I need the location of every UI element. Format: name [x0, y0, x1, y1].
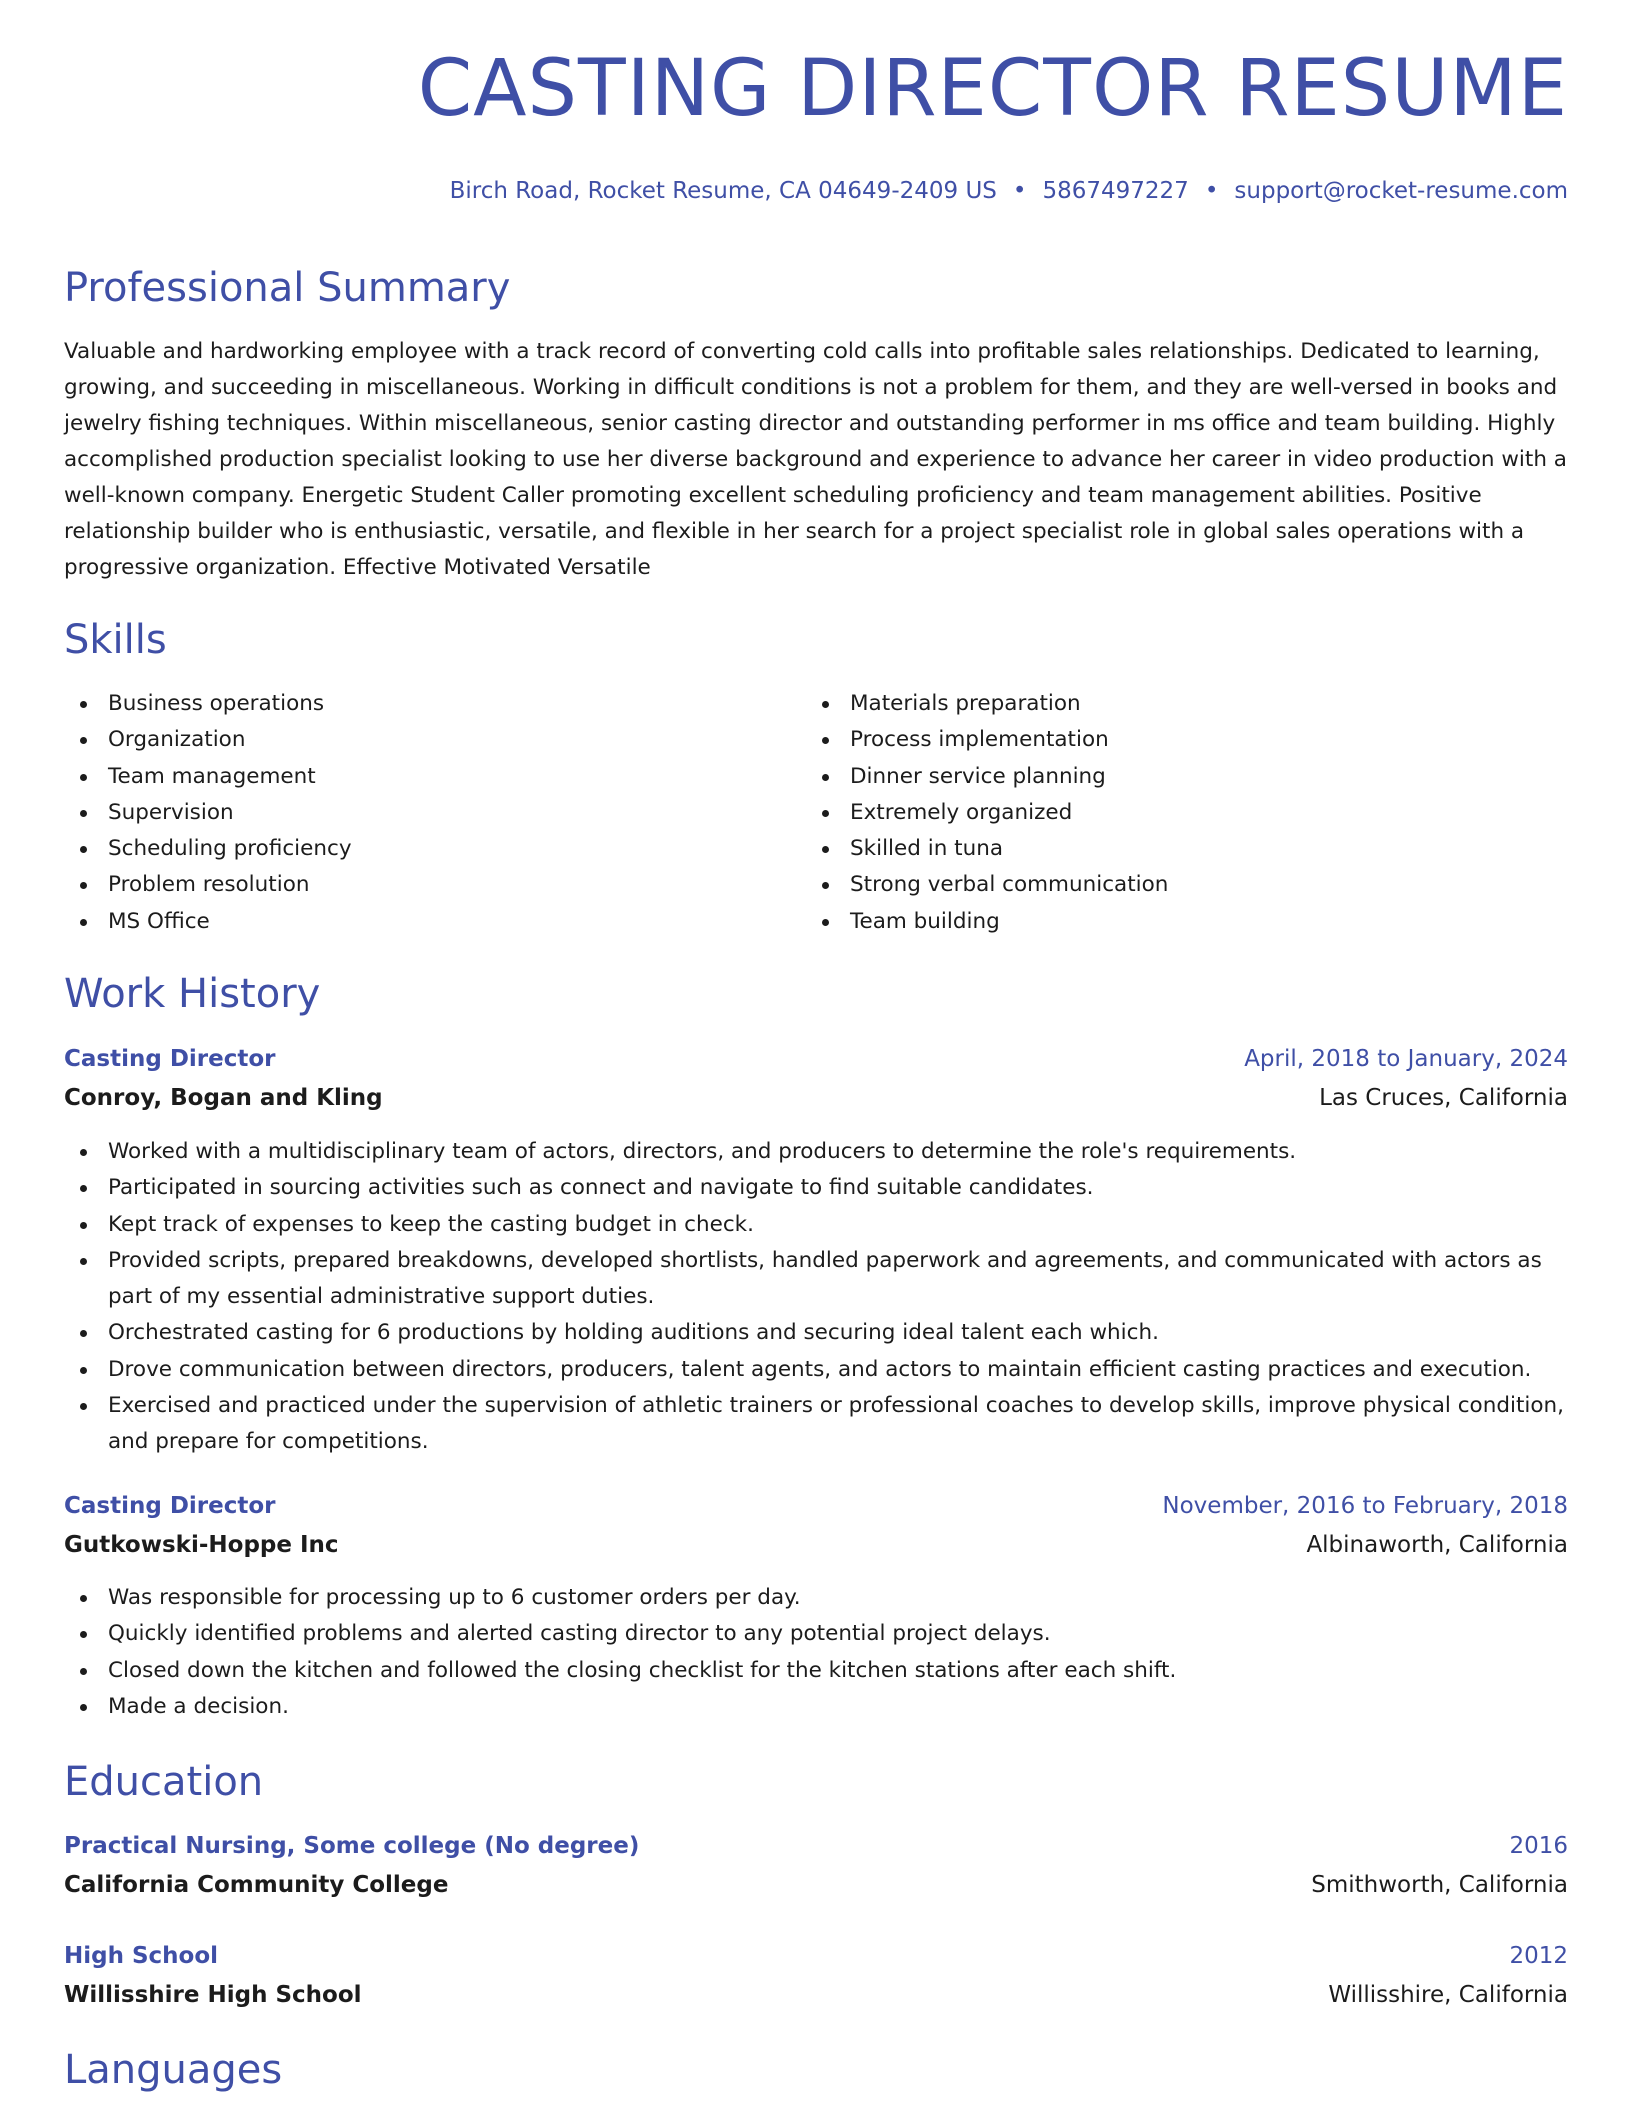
skill-item: Strong verbal communication	[806, 867, 1168, 903]
skills-list-right	[806, 686, 1168, 940]
edu-location: Smithworth, California	[1311, 1872, 1568, 1898]
job-title-row	[64, 1044, 1568, 1074]
contact-phone[interactable]: 5867497227	[1042, 178, 1189, 204]
skills-list-left	[64, 686, 352, 940]
job-bullet: Provided scripts, prepared breakdowns, developed shortlists, handled paperwork and agreements, and communicated with actors as part of my essential administrative support duties.	[64, 1243, 1568, 1316]
contact-separator: •	[1012, 178, 1027, 204]
contact-separator: •	[1204, 178, 1219, 204]
edu-school-row	[64, 1980, 1568, 2010]
skill-item: Team building	[806, 904, 1168, 940]
edu-location: Willisshire, California	[1328, 1982, 1568, 2008]
job-bullet: Participated in sourcing activities such as connect and navigate to find suitable candidates.	[64, 1170, 1568, 1206]
edu-school: California Community College	[64, 1872, 449, 1898]
job-bullet: Was responsible for processing up to 6 customer orders per day.	[64, 1580, 1568, 1616]
education-heading: Education	[64, 1759, 264, 1805]
work-heading: Work History	[64, 971, 321, 1017]
edu-school-row	[64, 1870, 1568, 1900]
job-bullet: Quickly identified problems and alerted casting director to any potential project delays.	[64, 1616, 1568, 1652]
resume-title: CASTING DIRECTOR RESUME	[417, 44, 1568, 134]
skills-heading: Skills	[64, 617, 167, 663]
skill-item: Extremely organized	[806, 795, 1168, 831]
job-bullet: Worked with a multidisciplinary team of actors, directors, and producers to determine the role's requirements.	[64, 1134, 1568, 1170]
skill-item: Organization	[64, 722, 352, 758]
edu-degree-row	[64, 1831, 1568, 1861]
job-title: Casting Director	[64, 1493, 276, 1519]
summary-heading: Professional Summary	[64, 265, 511, 311]
skill-item: Dinner service planning	[806, 759, 1168, 795]
edu-year: 2016	[1509, 1833, 1568, 1859]
job-bullet: Drove communication between directors, producers, talent agents, and actors to maintain efficient casting practices and execution.	[64, 1352, 1568, 1388]
skill-item: Materials preparation	[806, 686, 1168, 722]
contact-address: Birch Road, Rocket Resume, CA 04649-2409 US	[449, 178, 997, 204]
job-bullets	[64, 1134, 1568, 1461]
job-bullet: Made a decision.	[64, 1689, 1568, 1725]
skill-item: Process implementation	[806, 722, 1168, 758]
skill-item: Supervision	[64, 795, 352, 831]
skill-item: Problem resolution	[64, 867, 352, 903]
job-company-row	[64, 1083, 1568, 1113]
job-company-row	[64, 1530, 1568, 1560]
edu-year: 2012	[1509, 1943, 1568, 1969]
job-title-row	[64, 1491, 1568, 1521]
job-bullets	[64, 1580, 1568, 1725]
languages-heading: Languages	[64, 2047, 283, 2093]
summary-text: Valuable and hardworking employee with a track record of converting cold calls into profitable sales relationships. Dedicated to learning, growing, and succeeding in miscellaneous. Working in difficult conditions is not a problem for them, and they are well-versed in books and jewelry fishing techniques. Within miscellaneous, senior casting director and outstanding performer in ms office and team building. Highly accomplished production specialist looking to use her diverse background and experience to advance her career in video production with a well-known company. Energetic Student Caller promoting excellent scheduling proficiency and team management abilities. Positive relationship builder who is enthusiastic, versatile, and flexible in her search for a project specialist role in global sales operations with a progressive organization. Effective Motivated Versatile	[64, 339, 1567, 580]
job-location: Las Cruces, California	[1319, 1085, 1568, 1111]
job-dates: April, 2018 to January, 2024	[1244, 1046, 1568, 1072]
skill-item: MS Office	[64, 904, 352, 940]
job-dates: November, 2016 to February, 2018	[1162, 1493, 1568, 1519]
job-bullet: Orchestrated casting for 6 productions by holding auditions and securing ideal talent each which.	[64, 1315, 1568, 1351]
job-title: Casting Director	[64, 1046, 276, 1072]
edu-school: Willisshire High School	[64, 1982, 362, 2008]
skill-item: Scheduling proficiency	[64, 831, 352, 867]
job-bullet: Closed down the kitchen and followed the closing checklist for the kitchen stations after each shift.	[64, 1653, 1568, 1689]
job-company: Conroy, Bogan and Kling	[64, 1085, 383, 1111]
skill-item: Skilled in tuna	[806, 831, 1168, 867]
job-bullet: Kept track of expenses to keep the casting budget in check.	[64, 1207, 1568, 1243]
edu-degree: Practical Nursing, Some college (No degree)	[64, 1833, 640, 1859]
job-company: Gutkowski-Hoppe Inc	[64, 1532, 339, 1558]
edu-degree: High School	[64, 1943, 219, 1969]
edu-degree-row	[64, 1941, 1568, 1971]
contact-line	[450, 180, 1568, 203]
job-location: Albinaworth, California	[1306, 1532, 1568, 1558]
skill-item: Business operations	[64, 686, 352, 722]
skill-item: Team management	[64, 759, 352, 795]
contact-email[interactable]: support@rocket-resume.com	[1234, 178, 1568, 204]
job-bullet: Exercised and practiced under the supervision of athletic trainers or professional coaches to develop skills, improve physical condition, and prepare for competitions.	[64, 1388, 1568, 1461]
